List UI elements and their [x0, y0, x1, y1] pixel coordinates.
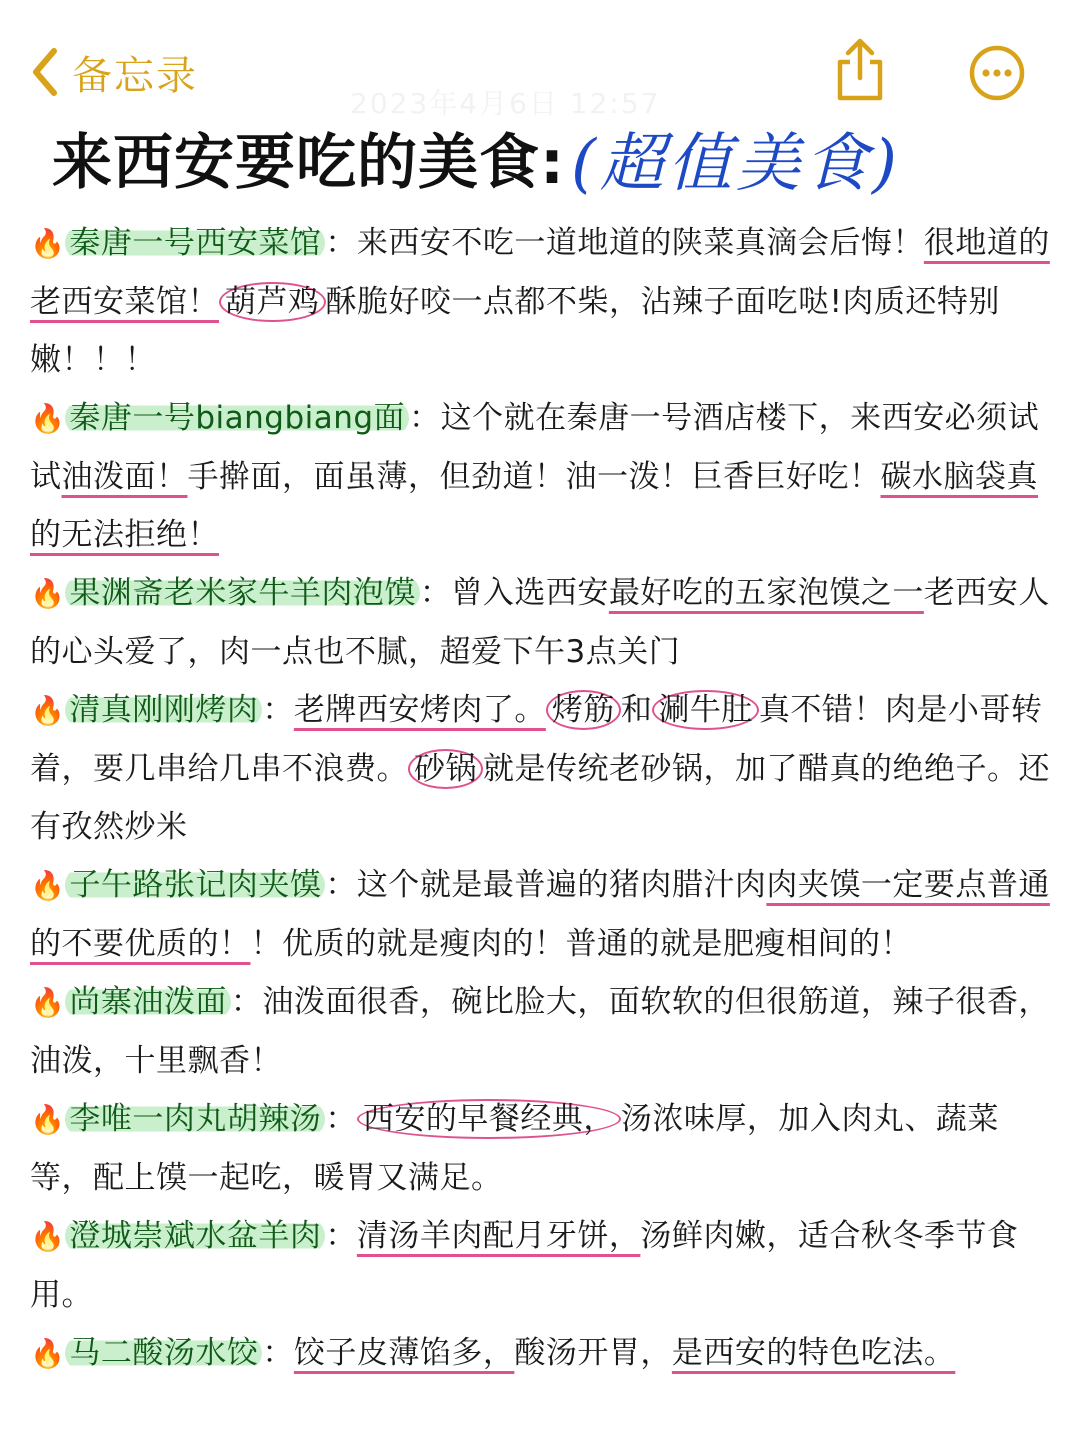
restaurant-name: 李唯一肉丸胡辣汤 [65, 1101, 325, 1137]
restaurant-name: 马二酸汤水饺 [65, 1335, 262, 1371]
list-item: 🔥 尚寨油泼面 ：油泼面很香，碗比脸大，面软软的但很筋道，辣子很香，油泼，十里飘香！ [30, 984, 1050, 1079]
restaurant-name: 秦唐一号biangbiang面 [65, 400, 409, 436]
restaurant-name: 尚寨油泼面 [65, 984, 231, 1020]
list-item: 🔥 秦唐一号biangbiang面 ：这个就在秦唐一号酒店楼下，来西安必须试试油泼面！手擀面，面虽薄，但劲道！油一泼！巨香巨好吃！碳水脑袋真的无法拒绝！ [30, 400, 1040, 553]
note-title [52, 108, 901, 208]
note-date: 2023年4月6日 12:57 [350, 87, 661, 120]
fire-icon: 🔥 [30, 694, 66, 727]
fire-icon: 🔥 [30, 1220, 66, 1253]
more-button[interactable] [968, 44, 1026, 106]
back-label: 备忘录 [72, 52, 198, 99]
share-button[interactable] [832, 38, 888, 106]
fire-icon: 🔥 [30, 227, 66, 260]
fire-icon: 🔥 [30, 1337, 66, 1370]
note-body [30, 214, 1054, 1383]
more-icon [968, 44, 1026, 102]
restaurant-name: 果渊斋老米家牛羊肉泡馍 [65, 575, 420, 611]
chevron-left-icon [30, 47, 60, 97]
list-item: 🔥 子午路张记肉夹馍 ：这个就是最普遍的猪肉腊汁肉肉夹馍一定要点普通的不要优质的！！优质的就是瘦肉的！普通的就是肥瘦相间的！ [30, 867, 1050, 962]
fire-icon: 🔥 [30, 986, 66, 1019]
list-item: 🔥 马二酸汤水饺 ：饺子皮薄馅多，酸汤开胃，是西安的特色吃法。 [30, 1335, 956, 1371]
restaurant-name: 清真刚刚烤肉 [65, 692, 262, 728]
nav-bar [0, 0, 1080, 120]
fire-icon: 🔥 [30, 1103, 66, 1136]
fire-icon: 🔥 [30, 402, 66, 435]
list-item: 🔥 清真刚刚烤肉 ：老牌西安烤肉了。 烤筋 和 涮牛肚 真不错！肉是小哥转着，要几串给几串不浪费。 砂锅 就是传统老砂锅，加了醋真的绝绝子。还有孜然炒米 [30, 692, 1050, 845]
list-item: 🔥 李唯一肉丸胡辣汤 ： 西安的早餐经典， 汤浓味厚，加入肉丸、蔬菜等，配上馍一起吃，暖胃又满足。 [30, 1101, 999, 1196]
list-item: 🔥 秦唐一号西安菜馆 ：来西安不吃一道地道的陕菜真滴会后悔！很地道的老西安菜馆！ 葫芦鸡 酥脆好咬一点都不柴，沾辣子面吃哒!肉质还特别嫩！！！ [30, 225, 1050, 378]
back-button[interactable] [30, 42, 198, 102]
list-item: 🔥 澄城崇斌水盆羊肉 ：清汤羊肉配月牙饼，汤鲜肉嫩，适合秋冬季节食用。 [30, 1218, 1019, 1313]
share-icon [832, 38, 888, 102]
fire-icon: 🔥 [30, 869, 66, 902]
restaurant-name: 子午路张记肉夹馍 [65, 867, 325, 903]
restaurant-name: 澄城崇斌水盆羊肉 [65, 1218, 325, 1254]
handwritten-annotation: (超值美食) [571, 127, 901, 201]
page-title: 来西安要吃的美食: [52, 128, 565, 198]
list-item: 🔥 果渊斋老米家牛羊肉泡馍 ：曾入选西安最好吃的五家泡馍之一老西安人的心头爱了，肉一点也不腻，超爱下午3点关门 [30, 575, 1050, 670]
restaurant-name: 秦唐一号西安菜馆 [65, 225, 325, 261]
fire-icon: 🔥 [30, 577, 66, 610]
